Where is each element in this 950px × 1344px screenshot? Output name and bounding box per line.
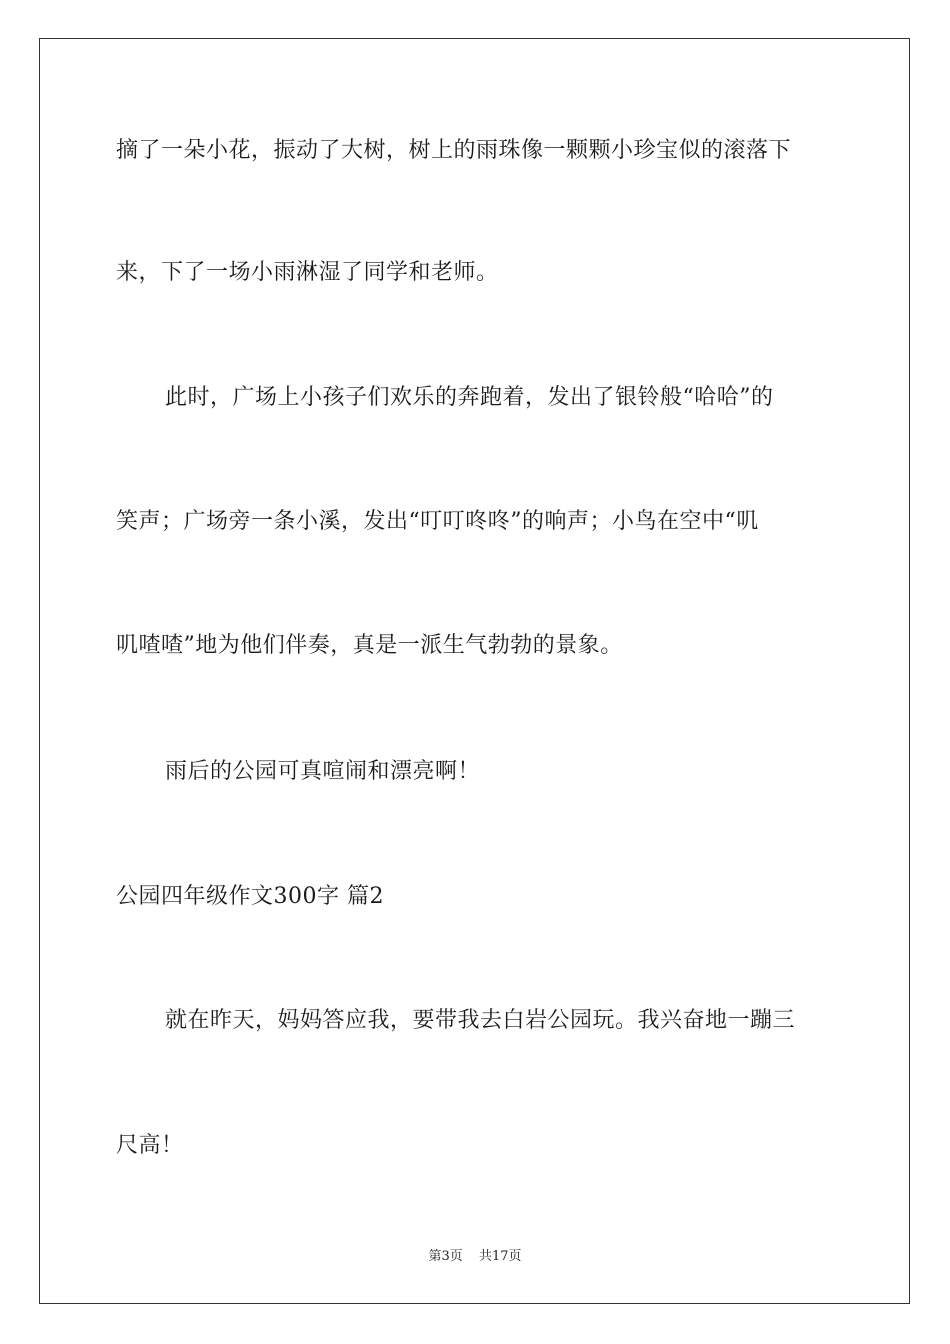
page-number: 第3页 — [428, 1249, 463, 1264]
page-border — [39, 38, 910, 1304]
paragraph-line: 尺高！ — [116, 1133, 184, 1158]
paragraph-line: 此时，广场上小孩子们欢乐的奔跑着，发出了银铃般“哈哈”的 — [165, 385, 774, 410]
page-total: 共17页 — [478, 1249, 522, 1264]
paragraph-line: 摘了一朵小花，振动了大树，树上的雨珠像一颗颗小珍宝似的滚落下 — [116, 138, 792, 163]
paragraph-line: 来，下了一场小雨淋湿了同学和老师。 — [116, 260, 499, 285]
paragraph-line: 雨后的公园可真喧闹和漂亮啊！ — [165, 759, 481, 784]
paragraph-line: 笑声；广场旁一条小溪，发出“叮叮咚咚”的响声；小鸟在空中“叽 — [116, 509, 759, 534]
section-heading: 公园四年级作文300字 篇2 — [116, 884, 384, 909]
page-footer — [0, 1248, 950, 1266]
paragraph-line: 叽喳喳”地为他们伴奏，真是一派生气勃勃的景象。 — [116, 633, 623, 658]
paragraph-line: 就在昨天，妈妈答应我，要带我去白岩公园玩。我兴奋地一蹦三 — [165, 1008, 796, 1033]
